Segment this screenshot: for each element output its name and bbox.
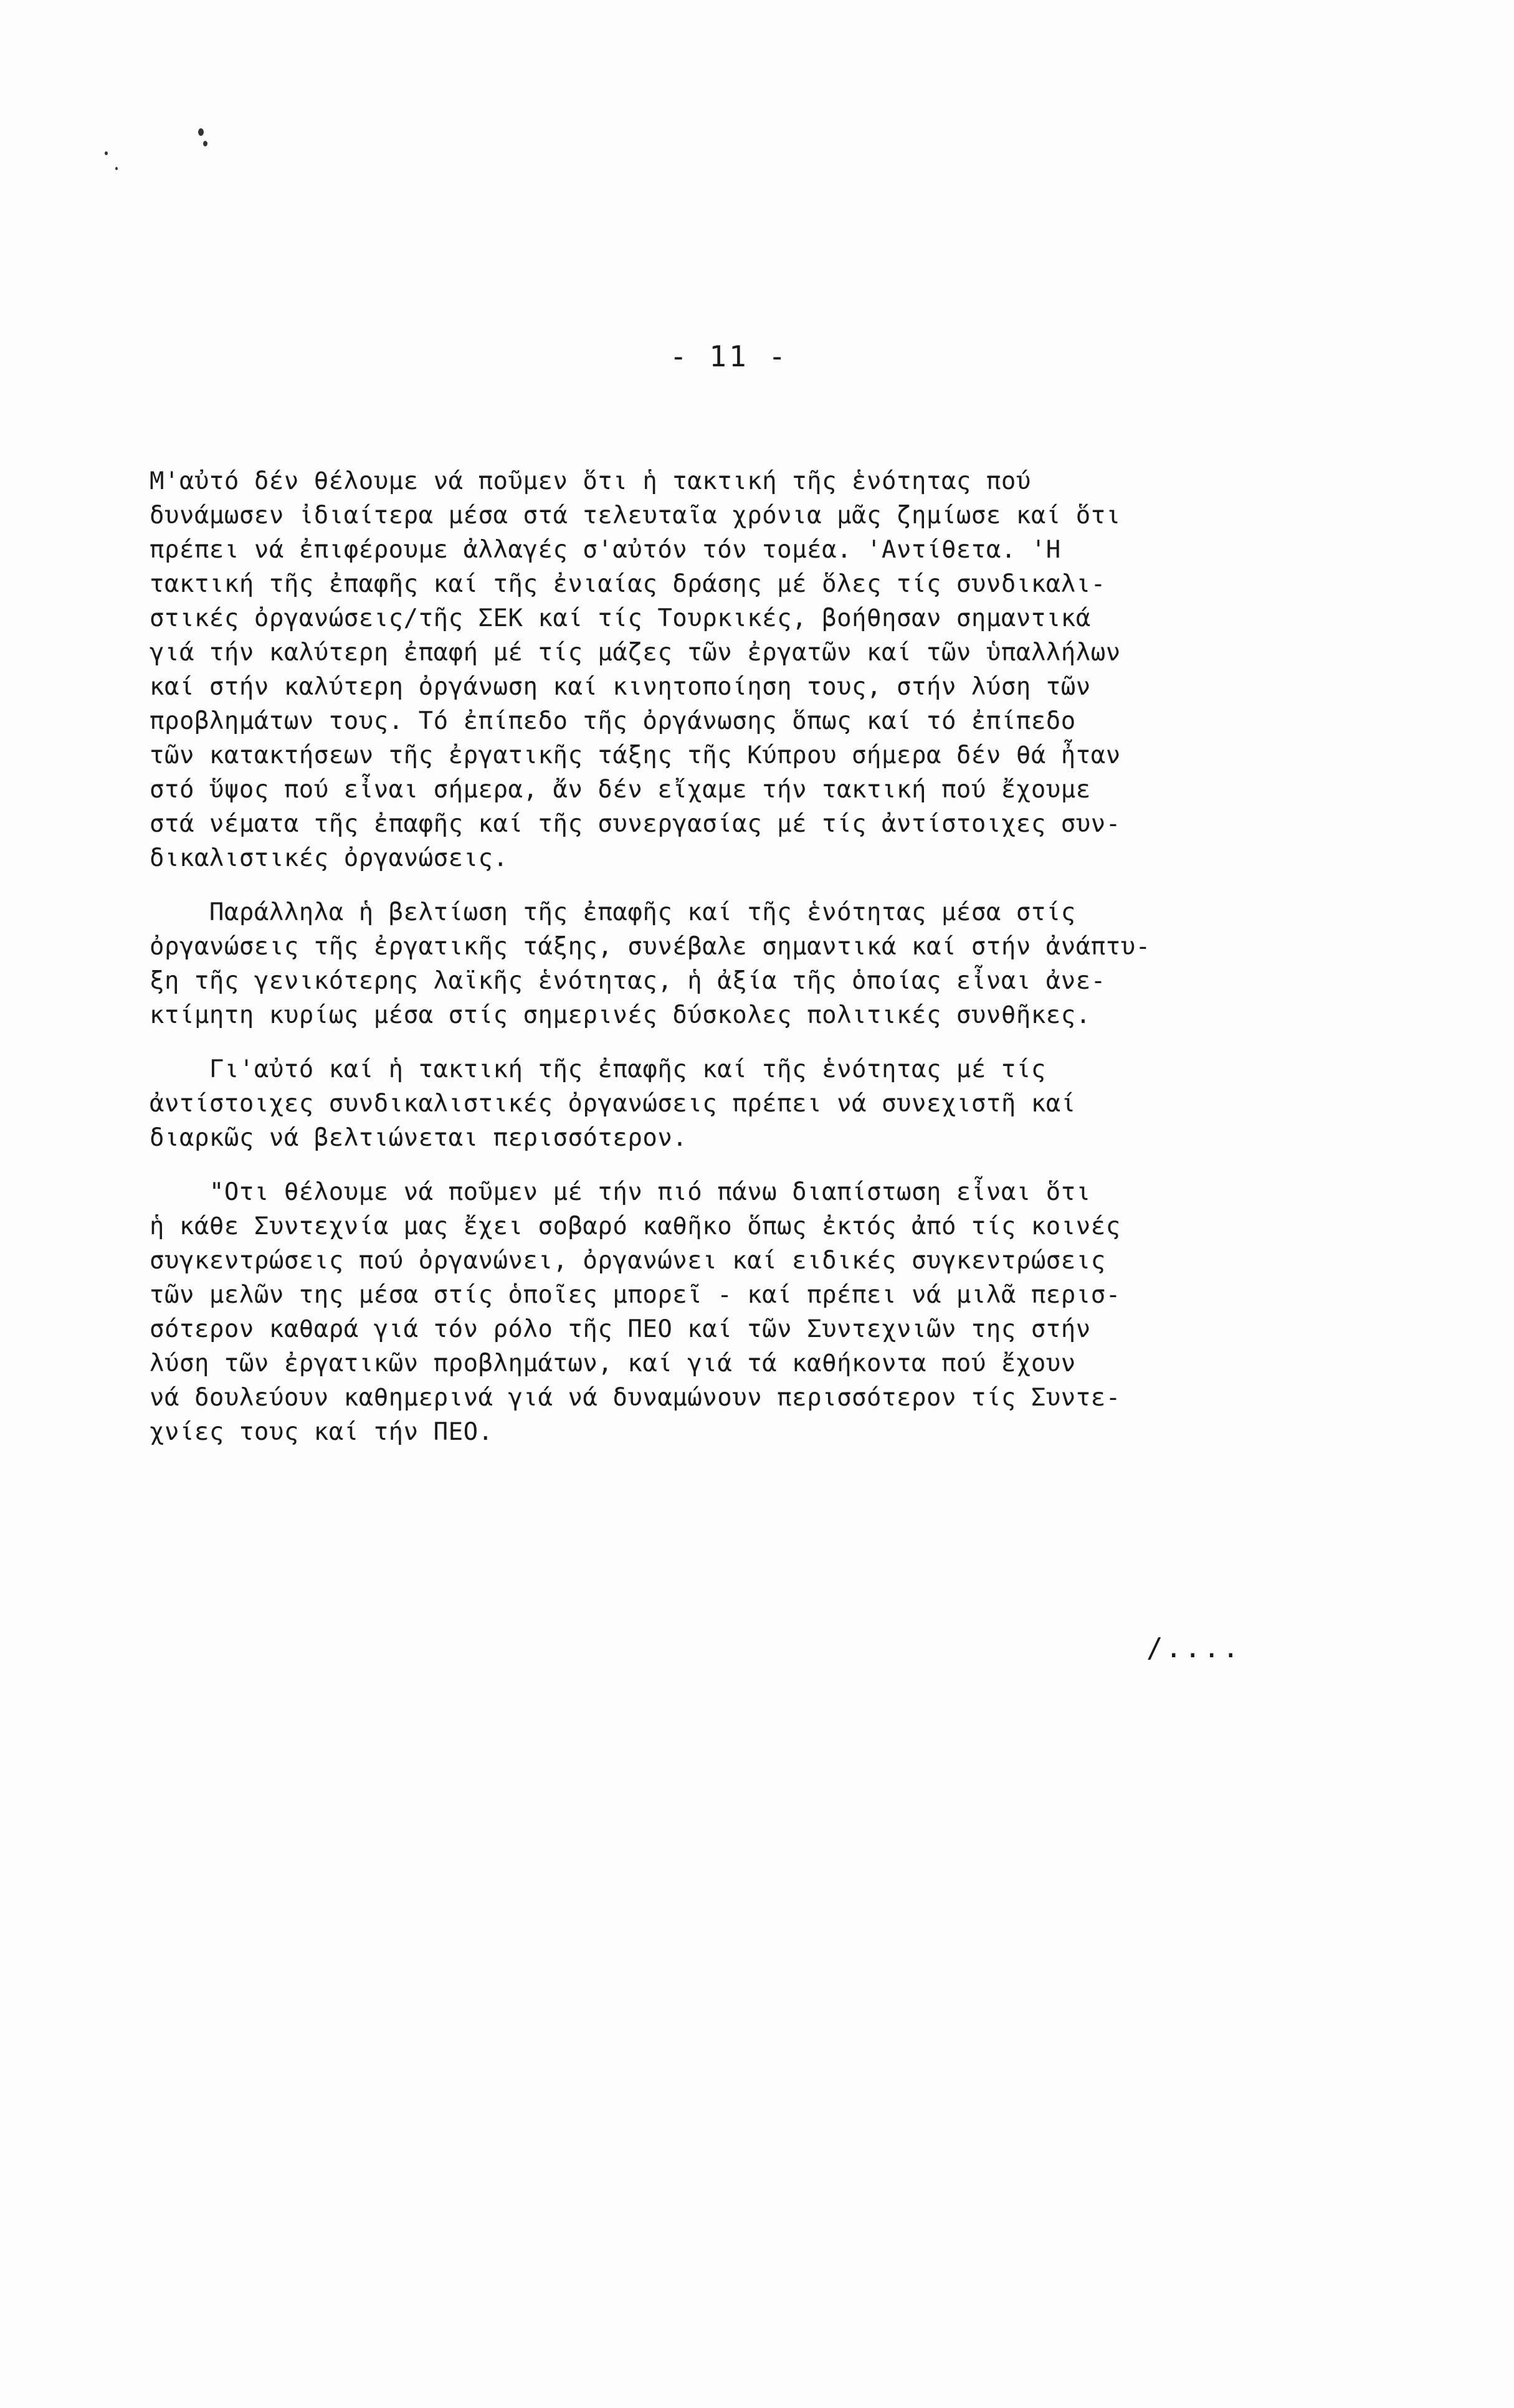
text-line: νά δουλεύουν καθημερινά γιά νά δυναμώνουν περισσότερον τίς Συντε- <box>150 1384 1121 1412</box>
text-line: στικές ὀργανώσεις/τῆς ΣΕΚ καί τίς Τουρκικές, βοήθησαν σημαντικά <box>150 604 1091 632</box>
scan-speck <box>105 151 108 155</box>
text-line: Γι'αὐτό καί ἡ τακτική τῆς ἐπαφῆς καί τῆς ἑνότητας μέ τίς <box>150 1055 1046 1083</box>
text-line: σότερον καθαρά γιά τόν ρόλο τῆς ΠΕΟ καί τῶν Συντεχνιῶν της στήν <box>150 1315 1091 1343</box>
text-line: τακτική τῆς ἐπαφῆς καί τῆς ἐνιαίας δράσης μέ ὅλες τίς συνδικαλι- <box>150 570 1106 598</box>
paragraph-1 <box>150 464 1371 875</box>
paragraph-4 <box>150 1175 1371 1449</box>
text-line: πρέπει νά ἐπιφέρουμε ἀλλαγές σ'αὐτόν τόν τομέα. 'Αντίθετα. 'Η <box>150 536 1061 564</box>
text-line: Μ'αὐτό δέν θέλουμε νά ποῦμεν ὅτι ἡ τακτική τῆς ἑνότητας πού <box>150 467 1031 495</box>
text-line: στά νέματα τῆς ἐπαφῆς καί τῆς συνεργασίας μέ τίς ἀντίστοιχες συν- <box>150 810 1121 838</box>
paragraph-gap <box>150 1155 1371 1175</box>
paragraph-gap <box>150 1032 1371 1052</box>
text-line: δικαλιστικές ὀργανώσεις. <box>150 844 508 872</box>
paragraph-gap <box>150 875 1371 895</box>
paragraph-2 <box>150 895 1371 1032</box>
text-line: Παράλληλα ἡ βελτίωση τῆς ἐπαφῆς καί τῆς ἑνότητας μέσα στίς <box>150 898 1076 926</box>
text-line: γιά τήν καλύτερη ἐπαφή μέ τίς μάζες τῶν ἐργατῶν καί τῶν ὑπαλλήλων <box>150 639 1121 667</box>
text-line: κτίμητη κυρίως μέσα στίς σημερινές δύσκολες πολιτικές συνθῆκες. <box>150 1001 1091 1029</box>
text-line: στό ὕψος πού εἶναι σήμερα, ἄν δέν εἴχαμε τήν τακτική πού ἔχουμε <box>150 776 1091 804</box>
text-line: λύση τῶν ἐργατικῶν προβλημάτων, καί γιά τά καθήκοντα πού ἔχουν <box>150 1349 1076 1378</box>
text-line: ἀντίστοιχες συνδικαλιστικές ὀργανώσεις πρέπει νά συνεχιστῆ καί <box>150 1090 1076 1118</box>
text-line: τῶν κατακτήσεων τῆς ἐργατικῆς τάξης τῆς Κύπρου σήμερα δέν θά ἦταν <box>150 741 1121 769</box>
scan-speck <box>203 141 207 146</box>
text-line: δυνάμωσεν ἰδιαίτερα μέσα στά τελευταῖα χρόνια μᾶς ζημίωσε καί ὅτι <box>150 502 1121 530</box>
text-line: ἡ κάθε Συντεχνία μας ἔχει σοβαρό καθῆκο ὅπως ἐκτός ἀπό τίς κοινές <box>150 1212 1121 1240</box>
text-line: διαρκῶς νά βελτιώνεται περισσότερον. <box>150 1124 688 1152</box>
continuation-mark: /.... <box>1146 1632 1242 1664</box>
text-line: προβλημάτων τους. Τό ἐπίπεδο τῆς ὀργάνωσης ὅπως καί τό ἐπίπεδο <box>150 707 1076 735</box>
text-line: τῶν μελῶν της μέσα στίς ὁποῖες μπορεῖ - καί πρέπει νά μιλᾶ περισ- <box>150 1281 1121 1309</box>
body-text <box>150 464 1371 1449</box>
text-line: καί στήν καλύτερη ὀργάνωση καί κινητοποίηση τους, στήν λύση τῶν <box>150 673 1091 701</box>
paragraph-3 <box>150 1052 1371 1155</box>
scan-speck <box>198 128 204 136</box>
text-line: "Οτι θέλουμε νά ποῦμεν μέ τήν πιό πάνω διαπίστωση εἶναι ὅτι <box>150 1178 1091 1206</box>
text-line: ὀργανώσεις τῆς ἐργατικῆς τάξης, συνέβαλε σημαντικά καί στήν ἀνάπτυ- <box>150 933 1151 961</box>
page-number: - 11 - <box>669 340 789 373</box>
text-line: χνίες τους καί τήν ΠΕΟ. <box>150 1418 493 1446</box>
text-line: συγκεντρώσεις πού ὀργανώνει, ὀργανώνει καί ειδικές συγκεντρώσεις <box>150 1247 1106 1275</box>
text-line: ξη τῆς γενικότερης λαϊκῆς ἑνότητας, ἡ ἀξία τῆς ὁποίας εἶναι ἀνε- <box>150 967 1106 995</box>
scan-speck <box>115 167 118 170</box>
